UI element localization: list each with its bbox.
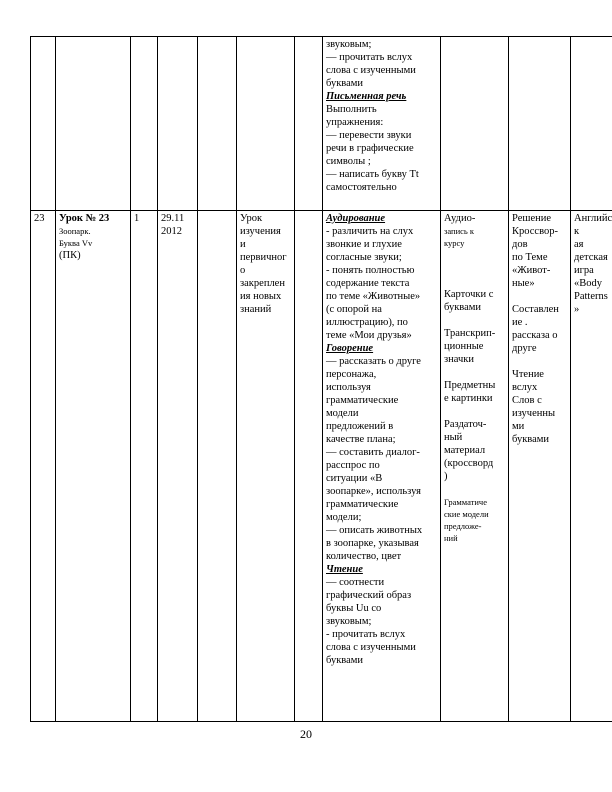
text-line: используя (326, 382, 371, 393)
text-line: - прочитать вслух (326, 629, 406, 640)
text-line: грамматические (326, 395, 399, 406)
cell-hours (131, 211, 158, 722)
cell-materials (441, 37, 509, 211)
lesson-type-line: первичног (240, 252, 287, 263)
material-line: (кроссворд (444, 458, 494, 469)
lesson-type-line: и (240, 239, 246, 250)
homework-line: Решение (512, 213, 552, 224)
lesson-type-line: Урок (240, 213, 263, 224)
text-line: — прочитать вслух (326, 52, 413, 63)
extra-line: Patterns (574, 291, 608, 302)
cell-empty (198, 37, 237, 211)
extra-line: Английск (574, 213, 612, 237)
cell-extra (571, 37, 612, 211)
material-line: ный (444, 432, 463, 443)
lesson-type-line: ия новых (240, 291, 282, 302)
material-line: запись к (444, 226, 475, 236)
homework-line: ми (512, 421, 525, 432)
text-line: звуковым; (326, 39, 372, 50)
text-line: самостоятельно (326, 182, 397, 193)
material-line: курсу (444, 238, 465, 248)
text-line: слова с изученными (326, 642, 416, 653)
text-line: буквы Uu со (326, 603, 382, 614)
homework-line: Составлен (512, 304, 559, 315)
material-line: Грамматиче (444, 497, 487, 507)
material-line: е картинки (444, 393, 493, 404)
spacer (444, 314, 505, 327)
text-line: согласные звуки; (326, 252, 402, 263)
cell-extra (571, 211, 612, 722)
cell-date (158, 37, 198, 211)
lesson-number: 23 (34, 213, 45, 224)
text-line: - понять полностью (326, 265, 415, 276)
homework-line: вслух (512, 382, 538, 393)
cell-number (31, 37, 56, 211)
lesson-topic: Зоопарк. (59, 226, 91, 236)
text-line: буквами (326, 655, 364, 666)
text-line: слова с изученными (326, 65, 416, 76)
cell-empty (295, 211, 323, 722)
text-line: упражнения: (326, 117, 384, 128)
text-line: звуковым; (326, 616, 372, 627)
text-line: — составить диалог- (326, 447, 420, 458)
text-line: по теме «Животные» (326, 291, 421, 302)
material-line: буквами (444, 302, 482, 313)
text-line: — рассказать о друге (326, 356, 421, 367)
material-line: ционные (444, 341, 484, 352)
homework-line: Чтение (512, 369, 544, 380)
homework-line: изученны (512, 408, 556, 419)
spacer (444, 483, 505, 496)
cell-topic (56, 211, 131, 722)
homework-line: Слов с (512, 395, 542, 406)
cell-date (158, 211, 198, 722)
text-line: в зоопарке, указывая (326, 538, 419, 549)
extra-line: » (574, 304, 580, 315)
text-line: - различить на слух (326, 226, 414, 237)
cell-lesson-type (237, 37, 295, 211)
material-line: ) (444, 471, 448, 482)
material-line: значки (444, 354, 475, 365)
cell-number (31, 211, 56, 722)
homework-line: по Теме (512, 252, 548, 263)
text-line: содержание текста (326, 278, 410, 289)
text-line: буквами (326, 78, 364, 89)
lesson-plan-table (30, 36, 612, 722)
text-line: (с опорой на (326, 304, 382, 315)
cell-hours (131, 37, 158, 211)
material-line: ские модели (444, 509, 489, 519)
text-line: — описать животных (326, 525, 423, 536)
page-number: 20 (300, 727, 312, 741)
material-line: предложе- (444, 521, 482, 531)
table-row-continuation (31, 37, 612, 211)
section-heading-speaking: Говорение (326, 343, 374, 354)
spacer (444, 405, 505, 418)
lesson-code: (ПК) (59, 250, 81, 261)
material-line: Аудио- (444, 213, 476, 224)
material-line: Раздаточ- (444, 419, 487, 430)
table-row-lesson-23 (31, 211, 612, 722)
homework-line: дов (512, 239, 528, 250)
material-line: материал (444, 445, 486, 456)
homework-line: буквами (512, 434, 550, 445)
text-line: — соотнести (326, 577, 385, 588)
text-line: символы ; (326, 156, 371, 167)
cell-skills (323, 37, 441, 211)
homework-line: ные» (512, 278, 535, 289)
hours-value: 1 (134, 213, 140, 224)
homework-line: Кроссвор- (512, 226, 558, 237)
lesson-type-line: закреплен (240, 278, 285, 289)
text-line: иллюстрацию), по (326, 317, 408, 328)
cell-homework (509, 37, 571, 211)
cell-homework (509, 211, 571, 722)
text-line: речи в графические (326, 143, 414, 154)
spacer (444, 249, 505, 288)
text-line: качестве плана; (326, 434, 396, 445)
section-heading-reading: Чтение (326, 564, 363, 575)
text-line: модели (326, 408, 359, 419)
lesson-type-line: изучения (240, 226, 281, 237)
text-line: количество, цвет (326, 551, 402, 562)
homework-line: друге (512, 343, 537, 354)
text-line: теме «Мои друзья» (326, 330, 412, 341)
cell-lesson-type (237, 211, 295, 722)
material-line: Предметны (444, 380, 496, 391)
cell-empty (198, 211, 237, 722)
cell-materials (441, 211, 509, 722)
homework-line: ие . (512, 317, 528, 328)
lesson-type-line: знаний (240, 304, 272, 315)
extra-line: «Body (574, 278, 603, 289)
text-line: Выполнить (326, 104, 377, 115)
spacer (512, 355, 567, 368)
spacer (512, 290, 567, 303)
text-line: звонкие и глухие (326, 239, 402, 250)
text-line: модели; (326, 512, 362, 523)
extra-line: детская (574, 252, 608, 263)
extra-line: ая (574, 239, 584, 250)
text-line: предложений в (326, 421, 394, 432)
lesson-title: Урок № 23 (59, 213, 110, 224)
lesson-letter: Буква Vv (59, 238, 93, 248)
cell-empty (295, 37, 323, 211)
date-day: 29.11 (161, 213, 185, 224)
text-line: зоопарке», используя (326, 486, 421, 497)
lesson-type-line: о (240, 265, 246, 276)
text-line: графический образ (326, 590, 412, 601)
material-line: ний (444, 533, 458, 543)
cell-topic (56, 37, 131, 211)
extra-line: игра (574, 265, 594, 276)
spacer (444, 366, 505, 379)
homework-line: рассказа о (512, 330, 558, 341)
homework-line: «Живот- (512, 265, 551, 276)
text-line: расспрос по (326, 460, 380, 471)
section-heading-listening: Аудирование (326, 213, 386, 224)
date-year: 2012 (161, 226, 182, 237)
text-line: ситуации «В (326, 473, 383, 484)
text-line: персонажа, (326, 369, 377, 380)
text-line: грамматические (326, 499, 399, 510)
material-line: Транскрип- (444, 328, 496, 339)
text-line: — написать букву Tt (326, 169, 419, 180)
material-line: Карточки с (444, 289, 494, 300)
text-line: — перевести звуки (326, 130, 412, 141)
cell-skills (323, 211, 441, 722)
section-heading: Письменная речь (326, 91, 407, 102)
